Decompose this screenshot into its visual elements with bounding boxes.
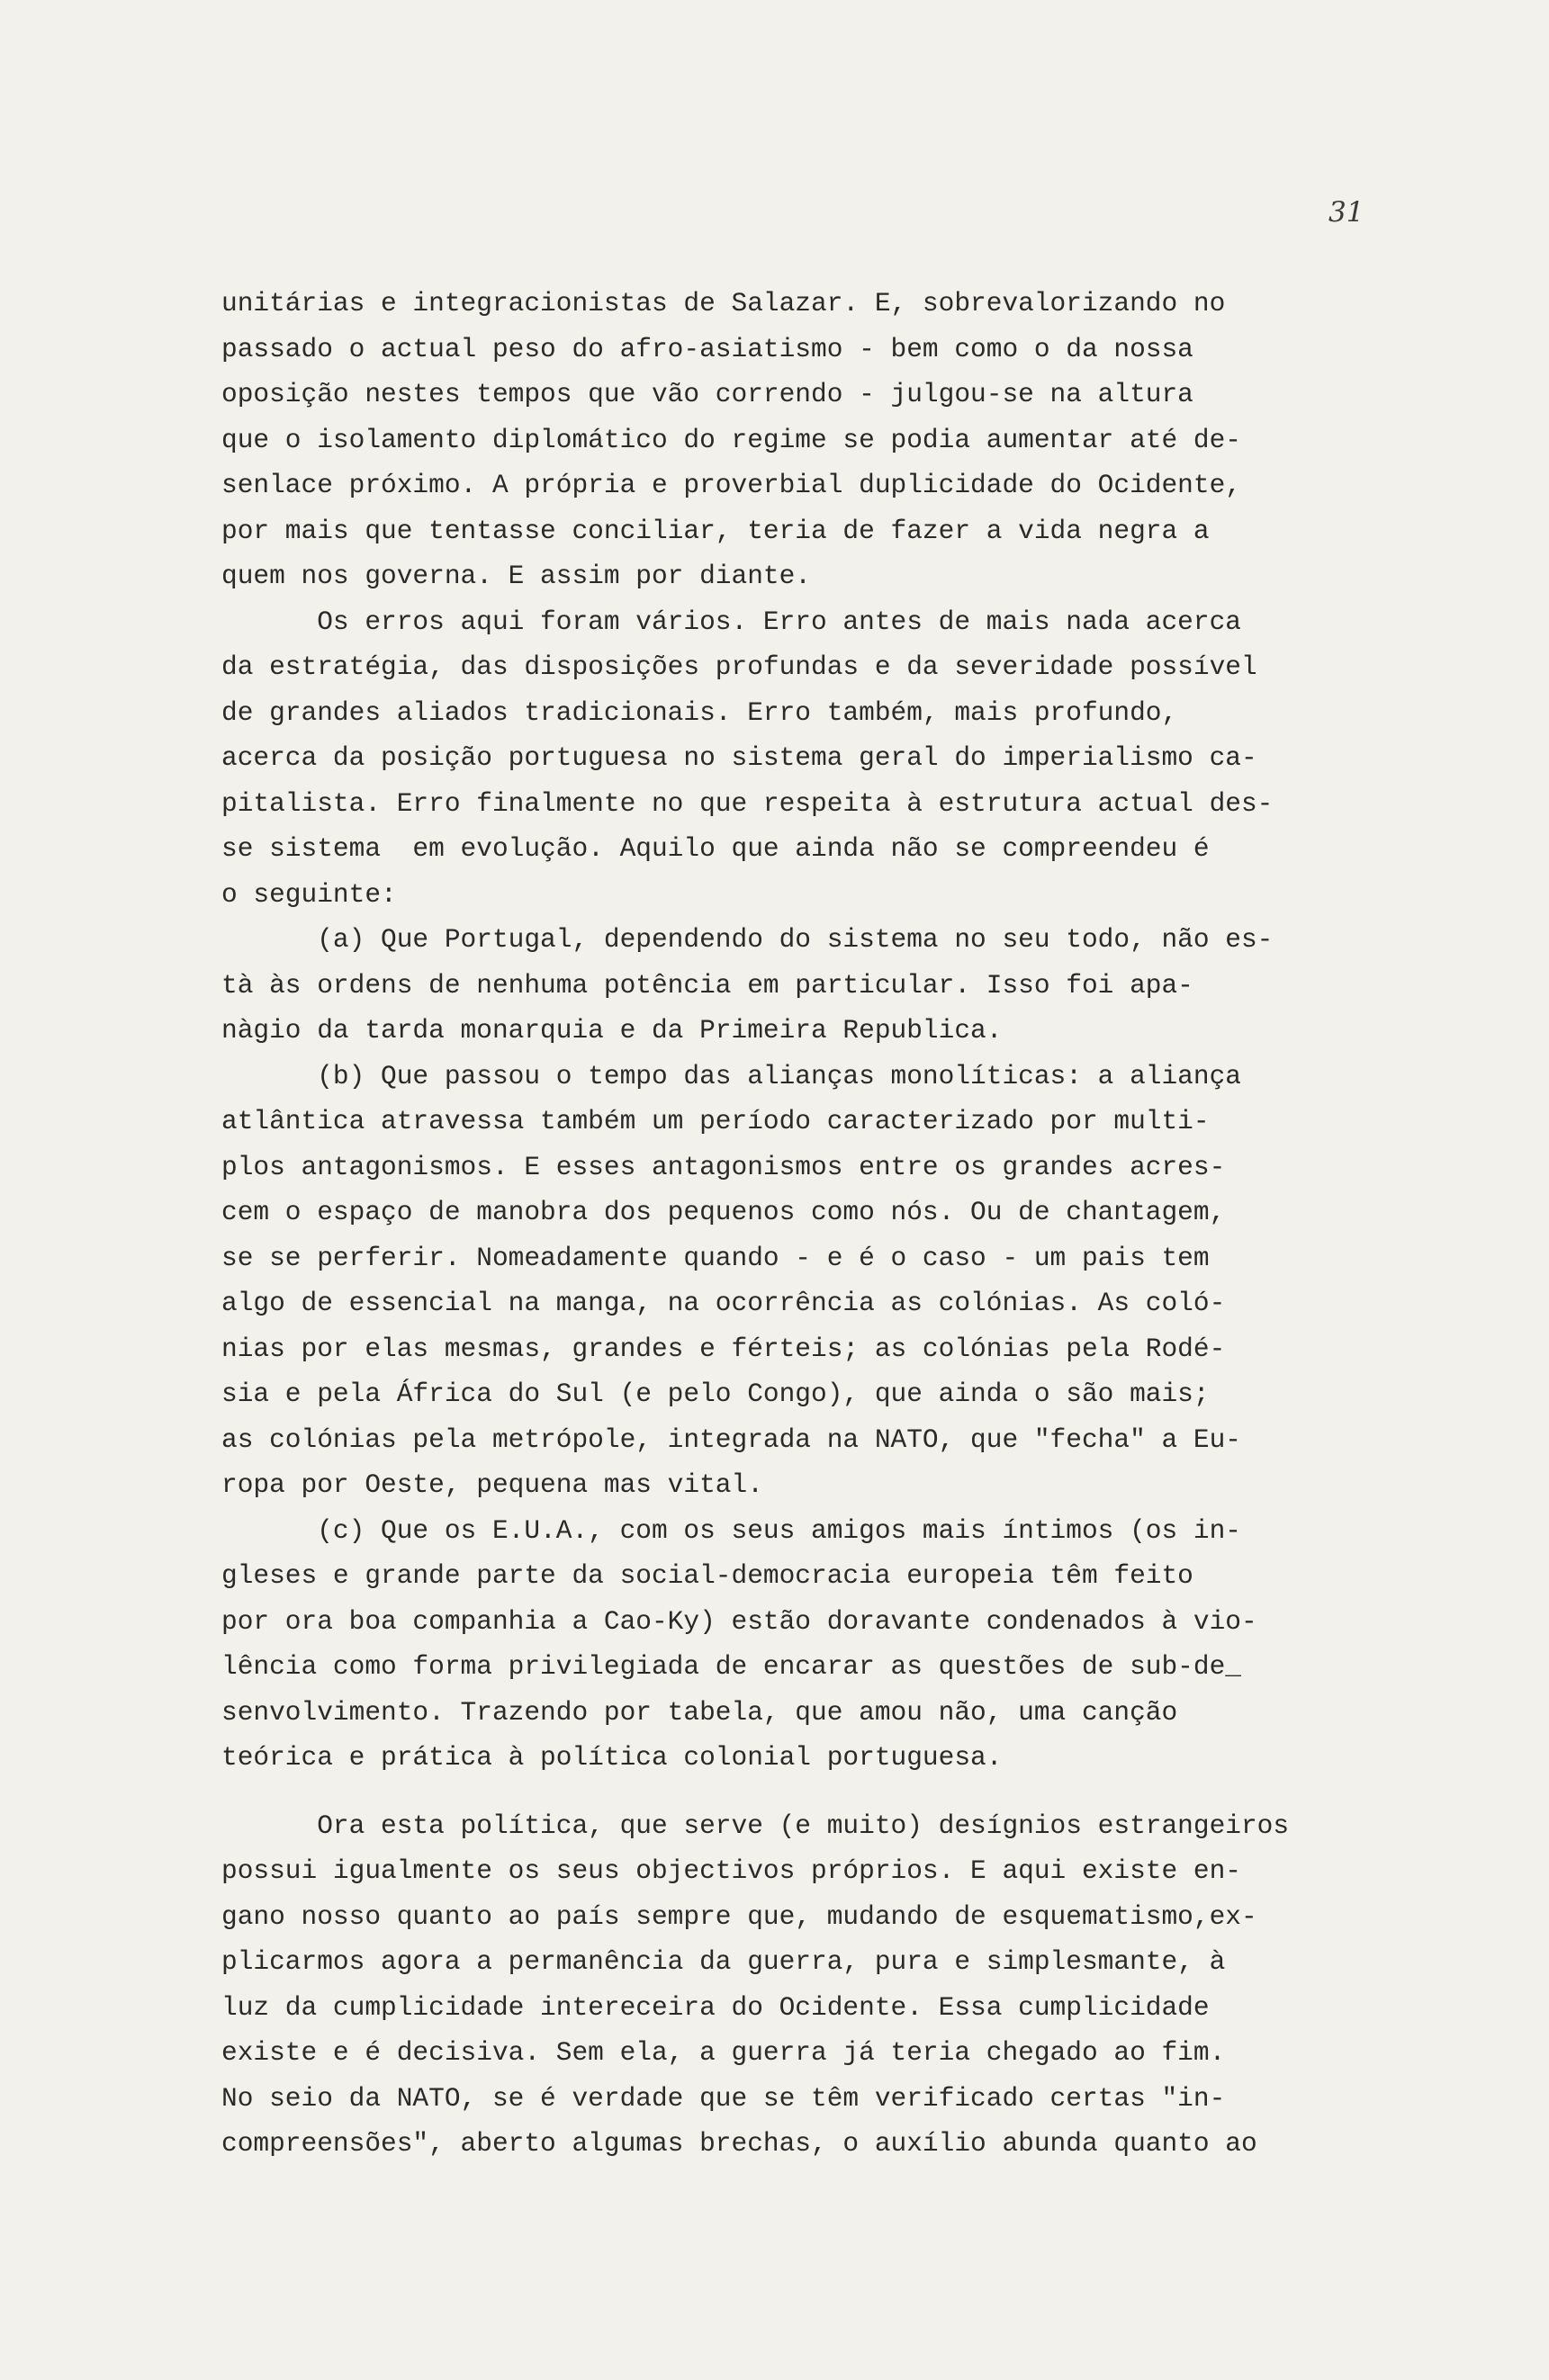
text-line: por mais que tentasse conciliar, teria de fazer a vida negra a — [221, 515, 1210, 546]
text-line: oposição nestes tempos que vão correndo - julgou-se na altura — [221, 379, 1193, 409]
page-number: 31 — [1328, 196, 1364, 229]
text-line: nàgio da tarda monarquia e da Primeira Republica. — [221, 1015, 1003, 1046]
text-line: nias por elas mesmas, grandes e férteis; as colónias pela Rodé- — [221, 1333, 1226, 1364]
body-text — [221, 281, 1418, 2167]
text-line: tà às ordens de nenhuma potência em particular. Isso foi apa- — [221, 969, 1193, 1001]
text-line: compreensões", aberto algumas brechas, o auxílio abunda quanto ao — [221, 2128, 1257, 2159]
text-line: o seguinte: — [221, 878, 397, 910]
text-line: as colónias pela metrópole, integrada na NATO, que "fecha" a Eu- — [221, 1424, 1241, 1455]
text-line: (b) Que passou o tempo das alianças monolíticas: a aliança — [221, 1060, 1241, 1091]
text-line: atlântica atravessa também um período caracterizado por multi- — [221, 1106, 1210, 1136]
text-line: algo de essencial na manga, na ocorrência as colónias. As coló- — [221, 1288, 1226, 1318]
text-line: senlace próximo. A própria e proverbial duplicidade do Ocidente, — [221, 470, 1241, 500]
text-line: sia e pela África do Sul (e pelo Congo), que ainda o são mais; — [221, 1379, 1210, 1409]
paragraph-gap — [221, 1781, 1418, 1803]
text-line: quem nos governa. E assim por diante. — [221, 561, 812, 591]
text-line: Os erros aqui foram vários. Erro antes de mais nada acerca — [221, 606, 1241, 637]
text-line: passado o actual peso do afro-asiatismo - bem como o da nossa — [221, 333, 1193, 364]
text-line: acerca da posição portuguesa no sistema geral do imperialismo ca- — [221, 742, 1257, 773]
text-line: Ora esta política, que serve (e muito) desígnios estrangeiros — [221, 1810, 1290, 1841]
text-line: gano nosso quanto ao país sempre que, mudando de esquematismo,ex- — [221, 1900, 1257, 1932]
text-line: da estratégia, das disposições profundas e da severidade possível — [221, 651, 1257, 682]
text-line: ropa por Oeste, pequena mas vital. — [221, 1469, 763, 1500]
text-line: se se perferir. Nomeadamente quando - e é o caso - um pais tem — [221, 1242, 1210, 1273]
text-line: (a) Que Portugal, dependendo do sistema no seu todo, não es- — [221, 924, 1274, 955]
text-line: lência como forma privilegiada de encarar as questões de sub-de_ — [221, 1651, 1241, 1682]
text-line: se sistema em evolução. Aquilo que ainda não se compreendeu é — [221, 833, 1210, 864]
text-line: que o isolamento diplomático do regime se podia aumentar até de- — [221, 424, 1241, 455]
text-line: No seio da NATO, se é verdade que se têm verificado certas "in- — [221, 2082, 1226, 2114]
text-line: plicarmos agora a permanência da guerra, pura e simplesmante, à — [221, 1946, 1226, 1977]
text-line: unitárias e integracionistas de Salazar. E, sobrevalorizando no — [221, 288, 1226, 319]
text-line: cem o espaço de manobra dos pequenos como nós. Ou de chantagem, — [221, 1197, 1226, 1227]
text-line: senvolvimento. Trazendo por tabela, que amou não, uma canção — [221, 1696, 1178, 1728]
text-line: plos antagonismos. E esses antagonismos entre os grandes acres- — [221, 1151, 1226, 1182]
text-line: possui igualmente os seus objectivos próprios. E aqui existe en- — [221, 1855, 1241, 1886]
text-line: luz da cumplicidade intereceira do Ocidente. Essa cumplicidade — [221, 1991, 1210, 2023]
text-line: existe e é decisiva. Sem ela, a guerra já teria chegado ao fim. — [221, 2037, 1226, 2068]
text-line: teórica e prática à política colonial portuguesa. — [221, 1742, 1003, 1773]
text-line: pitalista. Erro finalmente no que respeita à estrutura actual des- — [221, 787, 1274, 819]
text-line: (c) Que os E.U.A., com os seus amigos mais íntimos (os in- — [221, 1514, 1241, 1546]
text-line: por ora boa companhia a Cao-Ky) estão doravante condenados à vio- — [221, 1605, 1257, 1637]
text-line: gleses e grande parte da social-democracia europeia têm feito — [221, 1560, 1193, 1591]
text-line: de grandes aliados tradicionais. Erro também, mais profundo, — [221, 696, 1178, 728]
